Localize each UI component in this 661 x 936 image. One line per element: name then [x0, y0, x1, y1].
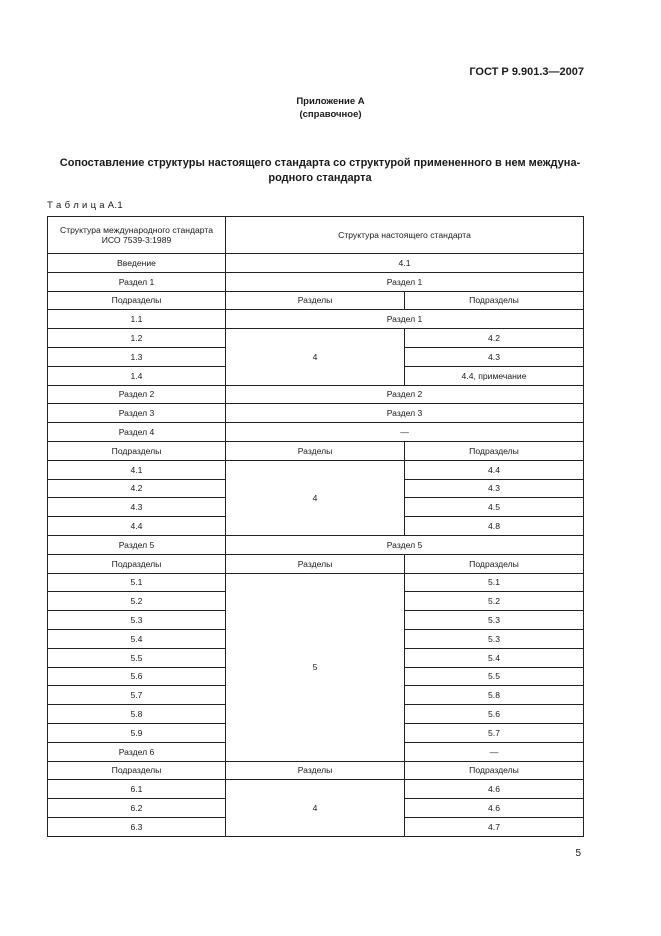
table-cell: 5.1 — [48, 573, 226, 592]
structure-mapping-table — [47, 216, 584, 837]
table-cell: Раздел 3 — [226, 404, 584, 423]
table-cell: 4.4, примечание — [405, 366, 584, 385]
table-cell: 1.1 — [48, 310, 226, 329]
table-row — [48, 780, 584, 799]
table-cell: 4.2 — [48, 479, 226, 498]
table-cell: 4.2 — [405, 329, 584, 348]
subheader-row — [48, 441, 584, 460]
merged-section-cell: 5 — [226, 573, 405, 761]
header-this-structure: Структура настоящего стандарта — [226, 217, 584, 254]
table-cell: Раздел 1 — [226, 310, 584, 329]
table-cell: Раздел 5 — [48, 535, 226, 554]
appendix-heading — [0, 95, 661, 121]
table-cell: 4.3 — [405, 347, 584, 366]
table-cell: 4.4 — [48, 517, 226, 536]
table-cell: 5.3 — [405, 611, 584, 630]
table-cell: Раздел 3 — [48, 404, 226, 423]
table-cell: 5.7 — [405, 723, 584, 742]
table-cell: Разделы — [226, 291, 405, 310]
table-cell: 5.5 — [48, 648, 226, 667]
subheader-row — [48, 291, 584, 310]
merged-section-cell: 4 — [226, 780, 405, 836]
document-title — [40, 156, 600, 186]
table-cell: 4.8 — [405, 517, 584, 536]
page-number: 5 — [575, 848, 581, 859]
subheader-row — [48, 761, 584, 780]
standard-code: ГОСТ Р 9.901.3—2007 — [469, 66, 584, 78]
table-cell: 1.2 — [48, 329, 226, 348]
table-cell: 5.8 — [405, 686, 584, 705]
table-cell: 1.3 — [48, 347, 226, 366]
subheader-row — [48, 554, 584, 573]
table-cell: 4.3 — [48, 498, 226, 517]
table-cell: 5.5 — [405, 667, 584, 686]
table-cell: Раздел 4 — [48, 423, 226, 442]
appendix-subtitle: (справочное) — [299, 109, 362, 120]
table-cell: 5.3 — [405, 629, 584, 648]
table-cell: 6.1 — [48, 780, 226, 799]
table-cell: 6.2 — [48, 799, 226, 818]
table-row — [48, 404, 584, 423]
table-cell: — — [405, 742, 584, 761]
table-cell: Введение — [48, 254, 226, 273]
table-cell: Подразделы — [48, 761, 226, 780]
table-cell: 1.4 — [48, 366, 226, 385]
table-cell: 5.9 — [48, 723, 226, 742]
table-cell: 5.7 — [48, 686, 226, 705]
table-cell: 4.3 — [405, 479, 584, 498]
table-cell: Разделы — [226, 761, 405, 780]
table-cell: 5.4 — [405, 648, 584, 667]
table-cell: Раздел 1 — [48, 272, 226, 291]
table-cell: Раздел 2 — [48, 385, 226, 404]
table-cell: Подразделы — [48, 441, 226, 460]
table-cell: 5.2 — [405, 592, 584, 611]
table-cell: 6.3 — [48, 817, 226, 836]
table-cell: 5.4 — [48, 629, 226, 648]
table-cell: 4.6 — [405, 799, 584, 818]
document-title-line-1: Сопоставление структуры настоящего стандарта со структурой примененного в нем междуна- — [59, 157, 581, 169]
table-cell: — — [226, 423, 584, 442]
table-cell: Разделы — [226, 554, 405, 573]
table-row — [48, 573, 584, 592]
table-cell: 4.4 — [405, 460, 584, 479]
table-cell: Подразделы — [48, 554, 226, 573]
table-row — [48, 385, 584, 404]
table-cell: 5.6 — [48, 667, 226, 686]
document-title-line-2: родного стандарта — [268, 172, 372, 184]
table-cell: Раздел 2 — [226, 385, 584, 404]
table-cell: Подразделы — [405, 554, 584, 573]
table-row — [48, 423, 584, 442]
table-row — [48, 272, 584, 291]
table-cell: Подразделы — [405, 761, 584, 780]
table-row — [48, 310, 584, 329]
header-iso-structure: Структура международного стандарта ИСО 7539-3:1989 — [48, 217, 226, 254]
table-cell: Раздел 1 — [226, 272, 584, 291]
table-cell: 5.1 — [405, 573, 584, 592]
table-row — [48, 460, 584, 479]
table-caption: Т а б л и ц а А.1 — [47, 200, 123, 211]
merged-section-cell: 4 — [226, 329, 405, 385]
table-row — [48, 535, 584, 554]
table-cell: 5.6 — [405, 705, 584, 724]
table-cell: Раздел 5 — [226, 535, 584, 554]
table-header-row — [48, 217, 584, 254]
table-cell: Подразделы — [405, 441, 584, 460]
table-cell: 4.6 — [405, 780, 584, 799]
table-cell: 5.8 — [48, 705, 226, 724]
table-cell: Раздел 6 — [48, 742, 226, 761]
table-cell: 5.3 — [48, 611, 226, 630]
table-cell: Подразделы — [48, 291, 226, 310]
table-cell: 4.5 — [405, 498, 584, 517]
merged-section-cell: 4 — [226, 460, 405, 535]
table-cell: Подразделы — [405, 291, 584, 310]
table-cell: 5.2 — [48, 592, 226, 611]
table-cell: Разделы — [226, 441, 405, 460]
table-row — [48, 329, 584, 348]
table-cell: 4.7 — [405, 817, 584, 836]
table-row — [48, 254, 584, 273]
table-cell: 4.1 — [48, 460, 226, 479]
appendix-title: Приложение А — [296, 96, 365, 107]
table-cell: 4.1 — [226, 254, 584, 273]
